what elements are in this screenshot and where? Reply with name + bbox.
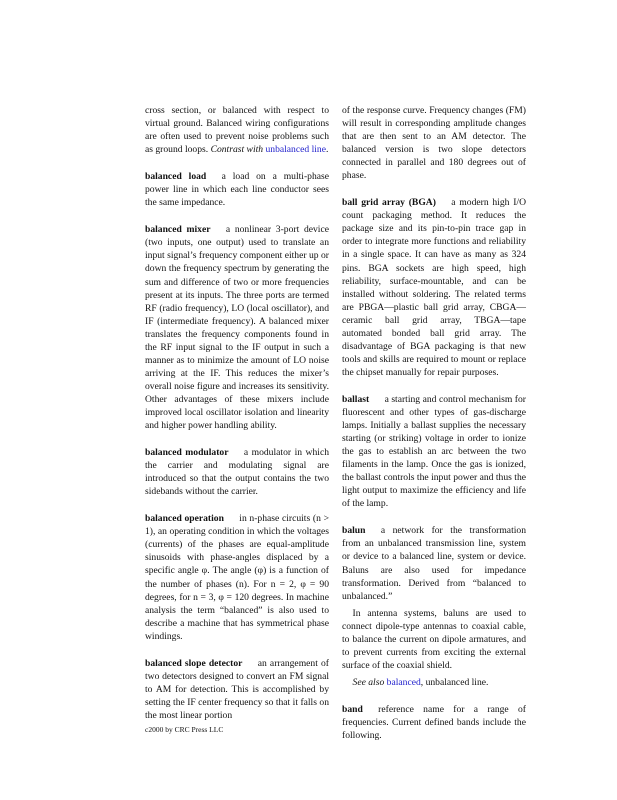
right-column (342, 104, 526, 742)
definition: a starting and control mechanism for fluorescent and other types of gas-discharge lamps. Initially a ballast supplies the necessary starting (or striking) voltage in order to ionize the gas to establish an arc between the two filaments in the lamp. Once the gas is ionized, the ballast controls the input power and thus the light output to maximize the efficiency and life of the lamp. (342, 393, 526, 510)
copyright-footer: c2000 by CRC Press LLC (145, 725, 224, 734)
left-column (145, 104, 329, 722)
term: ballast (342, 393, 370, 405)
continuation-text: of the response curve. Frequency changes (FM) will result in corresponding amplitude changes that are then sent to an AM detector. The balanced version is two slope detectors connected in parallel and 180 degrees out of phase. (342, 105, 526, 182)
definition: reference name for a range of frequencies. Current defined bands include the following. (342, 703, 526, 742)
entry-ball-grid-array (342, 196, 526, 379)
continuation-end: . (325, 144, 329, 156)
term: ball grid array (BGA) (342, 197, 436, 209)
definition: a modulator in which the carrier and modulating signal are introduced so that the output contains the two sidebands without the carrier. (145, 447, 330, 498)
balanced-link[interactable]: balanced (386, 676, 421, 688)
definition: a load on a multi-phase power line in which each line conductor sees the same impedance. (145, 171, 329, 209)
definition: an arrangement of two detectors designed to convert an FM signal to AM for detection. This is accomplished by setting the IF center frequency so that it falls on the most linear portion (145, 657, 329, 721)
entry-ballast (342, 393, 526, 510)
entry-balanced-load (145, 170, 329, 209)
definition: a nonlinear 3-port device (two inputs, one output) used to translate an input signal’s frequency component either up or down the frequency spectrum by generating the sum and difference of two or more frequencies present at its inputs. The three ports are termed RF (radio frequency), LO (local oscillator), and IF (intermediate frequency). A balanced mixer translates the frequency components found in the RF input signal to the IF output in such a manner as to minimize the amount of LO noise arriving at the IF. This reduces the mixer’s overall noise figure and increases its sensitivity. Other advantages of these mixers include improved local oscillator isolation and linearity and higher power handling ability. (145, 224, 329, 432)
contrast-prefix: Contrast with (210, 144, 264, 156)
definition: a modern high I/O count packaging method. It reduces the package size and its pin-to-pin trace gap in order to integrate more functions and reliability in a single space. It can have as many as 324 pins. BGA sockets are high speed, high reliability, surface-mountable, and can be installed without soldering. The related terms are PBGA—plastic ball grid array, CBGA—ceramic ball grid array, TBGA—tape automated bonded ball grid array. The disadvantage of BGA packaging is that new tools and skills are required to mount or replace the chipset manually for repair purposes. (342, 197, 526, 378)
entry-balanced-slope-detector (145, 657, 329, 722)
entry-band (342, 703, 526, 742)
continuation-text: cross section, or balanced with respect to virtual ground. Balanced wiring configurations are often used to prevent noise problems such as ground loops. (145, 105, 329, 156)
paragraph-text: In antenna systems, baluns are used to connect dipole-type antennas to coaxial cable, to balance the current on dipole armatures, and to prevent currents from exciting the external surface of the coaxial shield. (342, 607, 526, 671)
see-also-prefix: See also (352, 676, 385, 688)
entry-balanced-operation (145, 512, 329, 642)
unbalanced-line-link[interactable]: unbalanced line (265, 144, 326, 156)
entry-balun (342, 524, 526, 602)
balun-see-also (342, 676, 526, 689)
continuation-paragraph (342, 104, 526, 182)
term: balanced slope detector (145, 657, 243, 669)
continuation-paragraph (145, 104, 329, 156)
term: balanced modulator (145, 447, 229, 459)
term: balanced load (145, 171, 207, 183)
term: balun (342, 525, 366, 537)
entry-balanced-mixer (145, 223, 329, 432)
term: band (342, 703, 363, 715)
term: balanced operation (145, 513, 224, 525)
definition: a network for the transformation from an unbalanced transmission line, system or device to a balanced line, system or device. Baluns are also used for impedance transformation. Derived from “balanced to unbalanced.” (342, 525, 526, 602)
term: balanced mixer (145, 224, 211, 236)
entry-balanced-modulator (145, 446, 329, 498)
see-also-rest: , unbalanced line. (420, 676, 489, 688)
definition: in n-phase circuits (n > 1), an operating condition in which the voltages (currents) of the phases are equal-amplitude sinusoids with phase-angles displaced by a specific angle φ. The angle (φ) is a function of the number of phases (n). For n = 2, φ = 90 degrees, for n = 3, φ = 120 degrees. In machine analysis the term “balanced” is also used to describe a machine that has symmetrical phase windings. (145, 513, 329, 642)
balun-paragraph-2 (342, 607, 526, 672)
